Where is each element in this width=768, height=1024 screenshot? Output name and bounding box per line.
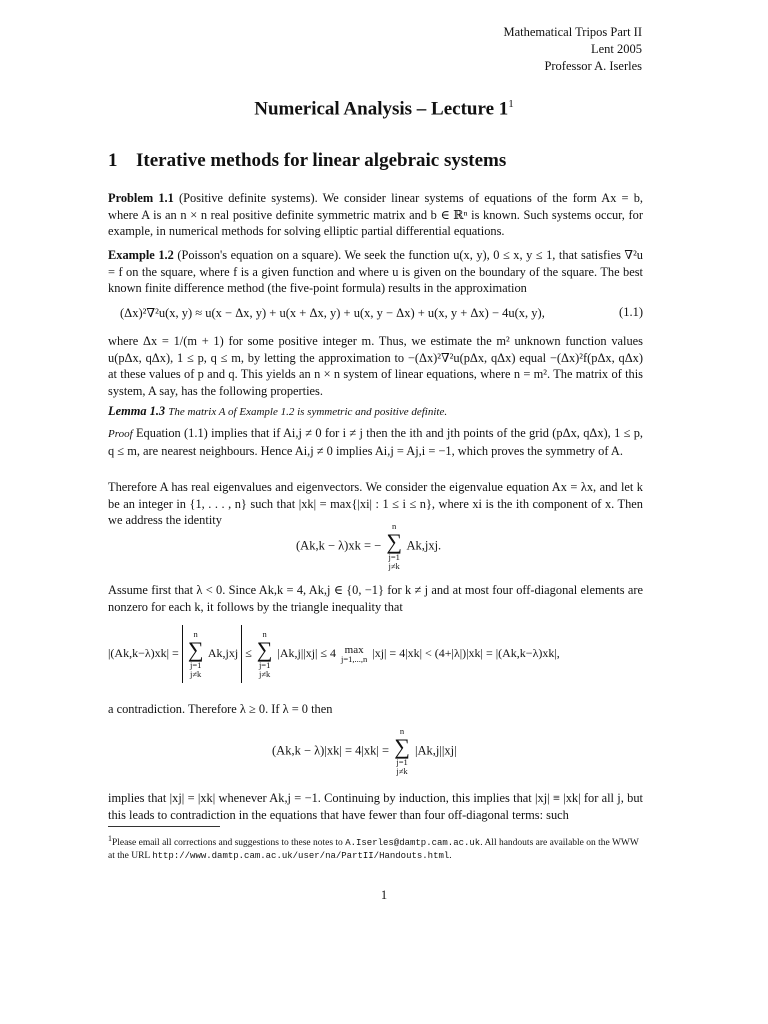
sum-symbol: n ∑ j=1 j≠k xyxy=(256,628,273,679)
proof-text: Equation (1.1) implies that if Ai,j ≠ 0 for i ≠ j then the ith and jth points of the grid (pΔx, qΔx), 1 ≤ p, q ≤ m, are nearest neighbours. Hence Ai,j ≠ 0 implies Ai,j = Aj,i = −1, which proves the symmetry of A. xyxy=(108,426,644,458)
triangle-bound: |Ak,j||xj| ≤ 4 xyxy=(277,645,337,660)
sum-lower: j=1 xyxy=(388,552,400,562)
contradiction-paragraph xyxy=(108,701,643,718)
section-number: 1 xyxy=(108,150,118,171)
sum-upper: n xyxy=(262,628,267,639)
example-label: Example 1.2 xyxy=(108,248,174,262)
sum-lower-exclusion: j≠k xyxy=(190,668,202,679)
page-title xyxy=(0,98,768,120)
equation-lambda-zero xyxy=(272,727,457,776)
problem-label: Problem 1.1 xyxy=(108,191,174,205)
lambda-zero-lhs: (Ak,k − λ)|xk| = 4|xk| = xyxy=(272,743,390,758)
sum-upper: n xyxy=(399,726,405,736)
eigen-text: Therefore A has real eigenvalues and eigenvectors. We consider the eigenvalue equation Ax = λx, and let k be an integer in {1, . . . , n} such that |xk| = max{|xi| : 1 ≤ i ≤ n}, where xi is the ith component of x. Then we address the identity xyxy=(108,480,643,527)
sum-lower: j=1 xyxy=(189,659,202,670)
problem-text: (Positive definite systems). We consider linear systems of equations of the form Ax = b, where A is an n × n real positive definite symmetric matrix and b ∈ ℝⁿ is known. Such systems occur, for example, in numerical methods for solving elliptic partial differential equations. xyxy=(108,191,643,238)
equation-identity xyxy=(296,522,441,571)
sum-lower: j=1 xyxy=(396,757,408,767)
assumption-paragraph xyxy=(108,582,643,615)
max-subscript: j=1,...,n xyxy=(341,653,368,664)
example-paragraph xyxy=(108,247,643,297)
footnote xyxy=(108,832,643,863)
sum-upper: n xyxy=(193,628,198,639)
abs-bar-right xyxy=(241,625,242,683)
triangle-lhs: |(Ak,k−λ)xk| = xyxy=(108,645,179,660)
lambda-zero-rhs: |Ak,j||xj| xyxy=(415,743,457,758)
section-heading xyxy=(108,150,506,172)
equation-triangle-inequality xyxy=(108,625,560,683)
proof-label: Proof xyxy=(108,428,133,440)
title-text: Numerical Analysis – Lecture 1 xyxy=(254,98,509,120)
discretisation-text: where Δx = 1/(m + 1) for some positive integer m. Thus, we estimate the m² unknown function values u(pΔx, qΔx), 1 ≤ p, q ≤ m, by letting the approximation to −(Δx)²∇²u(pΔx, qΔx) equal −(Δx)²f(pΔx, qΔx) at these values of p and q. This yields an n × n system of linear equations, where n = m². The matrix of this system, A say, has the following properties. xyxy=(108,334,643,398)
sum-lower-exclusion: j≠k xyxy=(388,561,400,571)
triangle-leq: ≤ xyxy=(245,645,252,660)
max-word: max xyxy=(344,643,364,656)
triangle-rhs: |xj| = 4|xk| < (4+|λ|)|xk| = |(Ak,k−λ)xk|, xyxy=(372,645,560,660)
header-author: Professor A. Iserles xyxy=(544,59,642,73)
discretisation-paragraph xyxy=(108,333,643,399)
footnote-mark: 1 xyxy=(108,834,112,843)
sum-symbol: n ∑ j=1 j≠k xyxy=(394,726,410,776)
footnote-email-link[interactable]: A.Iserles@damtp.cam.ac.uk xyxy=(345,838,481,849)
triangle-summand: Ak,jxj xyxy=(207,645,239,660)
footnote-text: Please email all corrections and suggestions to these notes to xyxy=(111,838,343,849)
equation-1-1-body: (Δx)²∇²u(x, y) ≈ u(x − Δx, y) + u(x + Δx, y) + u(x, y − Δx) + u(x, y + Δx) − 4u(x, y), xyxy=(120,306,545,320)
lemma-text: The matrix A of Example 1.2 is symmetric and positive definite. xyxy=(168,406,448,418)
identity-rhs: Ak,jxj. xyxy=(406,538,442,553)
footnote-rule xyxy=(108,826,220,827)
footnote-text-2: . All handouts are available on the WWW at the URL xyxy=(108,838,639,862)
max-operator xyxy=(341,645,367,664)
sum-lower-exclusion: j≠k xyxy=(259,668,271,679)
contradiction-text: a contradiction. Therefore λ ≥ 0. If λ = 0 then xyxy=(108,702,333,716)
abs-bar-left xyxy=(182,625,183,683)
proof-paragraph xyxy=(108,425,643,459)
footnote-url-link[interactable]: http://www.damtp.cam.ac.uk/user/na/PartII/Handouts.html xyxy=(152,851,450,862)
header-term: Lent 2005 xyxy=(590,42,642,56)
equation-1-1-tag: (1.1) xyxy=(619,305,643,319)
title-footnote-mark: 1 xyxy=(508,98,514,110)
sum-symbol: n ∑ j=1 j≠k xyxy=(187,628,204,679)
course-header xyxy=(503,24,642,75)
assumption-text: Assume first that λ < 0. Since Ak,k = 4, Ak,j ∈ {0, −1} for k ≠ j and at most four off-diagonal elements are nonzero for each k, it follows by the triangle inequality that xyxy=(108,583,643,614)
identity-lhs: (Ak,k − λ)xk = − xyxy=(296,538,382,553)
lemma-label: Lemma 1.3 xyxy=(108,404,166,418)
induction-paragraph xyxy=(108,790,643,823)
header-course: Mathematical Tripos Part II xyxy=(503,25,642,39)
equation-1-1 xyxy=(120,305,643,321)
sum-lower: j=1 xyxy=(258,659,271,670)
section-title: Iterative methods for linear algebraic systems xyxy=(136,150,507,171)
problem-paragraph xyxy=(108,190,643,240)
sum-symbol: n ∑ j=1 j≠k xyxy=(386,521,402,571)
sum-upper: n xyxy=(392,521,397,531)
lemma-paragraph xyxy=(108,403,643,421)
footnote-text-3: . xyxy=(449,851,452,862)
induction-text: implies that |xj| = |xk| whenever Ak,j = −1. Continuing by induction, this implies that |xj| ≡ |xk| for all j, but this leads to contradiction in the equations that have fewer than four off-diagonal terms: such xyxy=(108,791,643,822)
page-number: 1 xyxy=(380,888,388,902)
sum-lower-exclusion: j≠k xyxy=(396,766,408,776)
example-text: (Poisson's equation on a square). We seek the function u(x, y), 0 ≤ x, y ≤ 1, that satisfies ∇²u = f on the square, where f is a given function and where u is given on the boundary of the square. The best known finite difference method (the five-point formula) results in the approximation xyxy=(108,248,643,295)
